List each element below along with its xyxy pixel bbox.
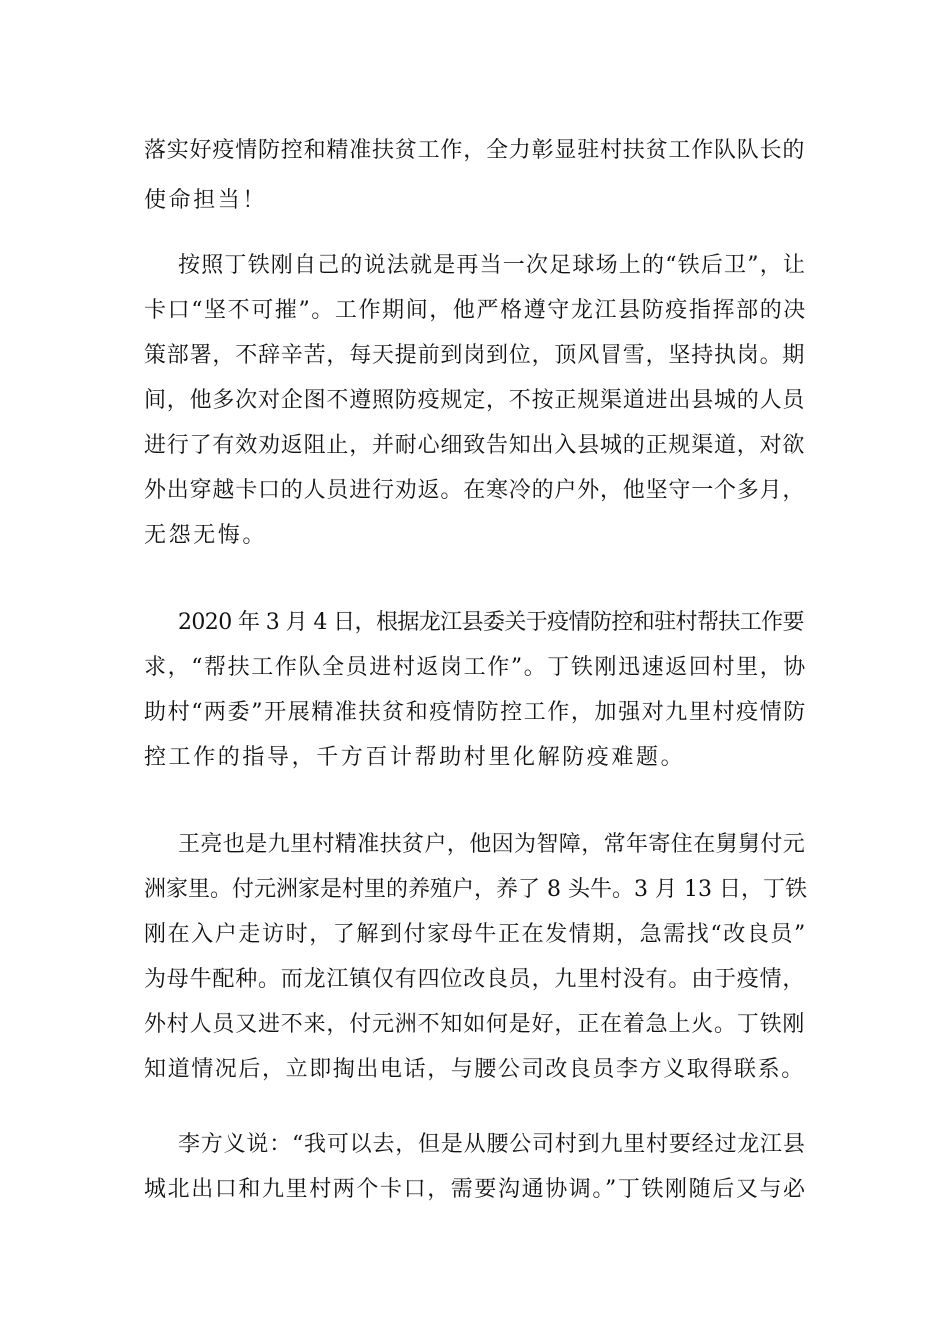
text-line: 无怨无悔。 — [144, 523, 268, 548]
text-line: 进行了有效劝返阻止，并耐心细致告知出入县城的正规渠道，对欲 — [144, 433, 806, 458]
text-line: 为母牛配种。而龙江镇仅有四位改良员，九里村没有。由于疫情， — [144, 967, 806, 992]
text-line: 使命担当！ — [144, 188, 268, 213]
text-line: 李方义说：“我可以去，但是从腰公司村到九里村要经过龙江县 — [178, 1132, 806, 1157]
text-line: 按照丁铁刚自己的说法就是再当一次足球场上的“铁后卫”，让 — [178, 253, 807, 278]
text-line: 城北出口和九里村两个卡口，需要沟通协调。”丁铁刚随后又与必 — [144, 1177, 807, 1202]
text-line: 知道情况后，立即掏出电话，与腰公司改良员李方义取得联系。 — [144, 1057, 805, 1082]
text-line: 卡口“坚不可摧”。工作期间，他严格遵守龙江县防疫指挥部的决 — [144, 298, 807, 323]
text-line: 外出穿越卡口的人员进行劝返。在寒冷的户外，他坚守一个多月， — [144, 478, 806, 503]
text-line: 策部署，不辞辛苦，每天提前到岗到位，顶风冒雪，坚持执岗。期 — [144, 343, 806, 368]
text-line: 刚在入户走访时，了解到付家母牛正在发情期，急需找“改良员” — [144, 922, 807, 947]
text-line: 外村人员又进不来，付元洲不知如何是好，正在着急上火。丁铁刚 — [144, 1012, 806, 1037]
text-line: 助村“两委”开展精准扶贫和疫情防控工作，加强对九里村疫情防 — [144, 700, 807, 725]
text-line: 王亮也是九里村精准扶贫户，他因为智障，常年寄住在舅舅付元 — [178, 832, 806, 857]
text-line: 控工作的指导，千方百计帮助村里化解防疫难题。 — [144, 745, 686, 770]
text-line: 求，“帮扶工作队全员进村返岗工作”。丁铁刚迅速返回村里，协 — [144, 655, 807, 680]
text-line: 落实好疫情防控和精准扶贫工作，全力彰显驻村扶贫工作队队长的 — [144, 138, 806, 163]
text-line: 间，他多次对企图不遵照防疫规定，不按正规渠道进出县城的人员 — [144, 388, 806, 413]
text-line: 洲家里。付元洲家是村里的养殖户，养了 8 头牛。3 月 13 日，丁铁 — [144, 877, 807, 902]
text-line: 2020 年 3 月 4 日，根据龙江县委关于疫情防控和驻村帮扶工作要 — [178, 610, 804, 635]
